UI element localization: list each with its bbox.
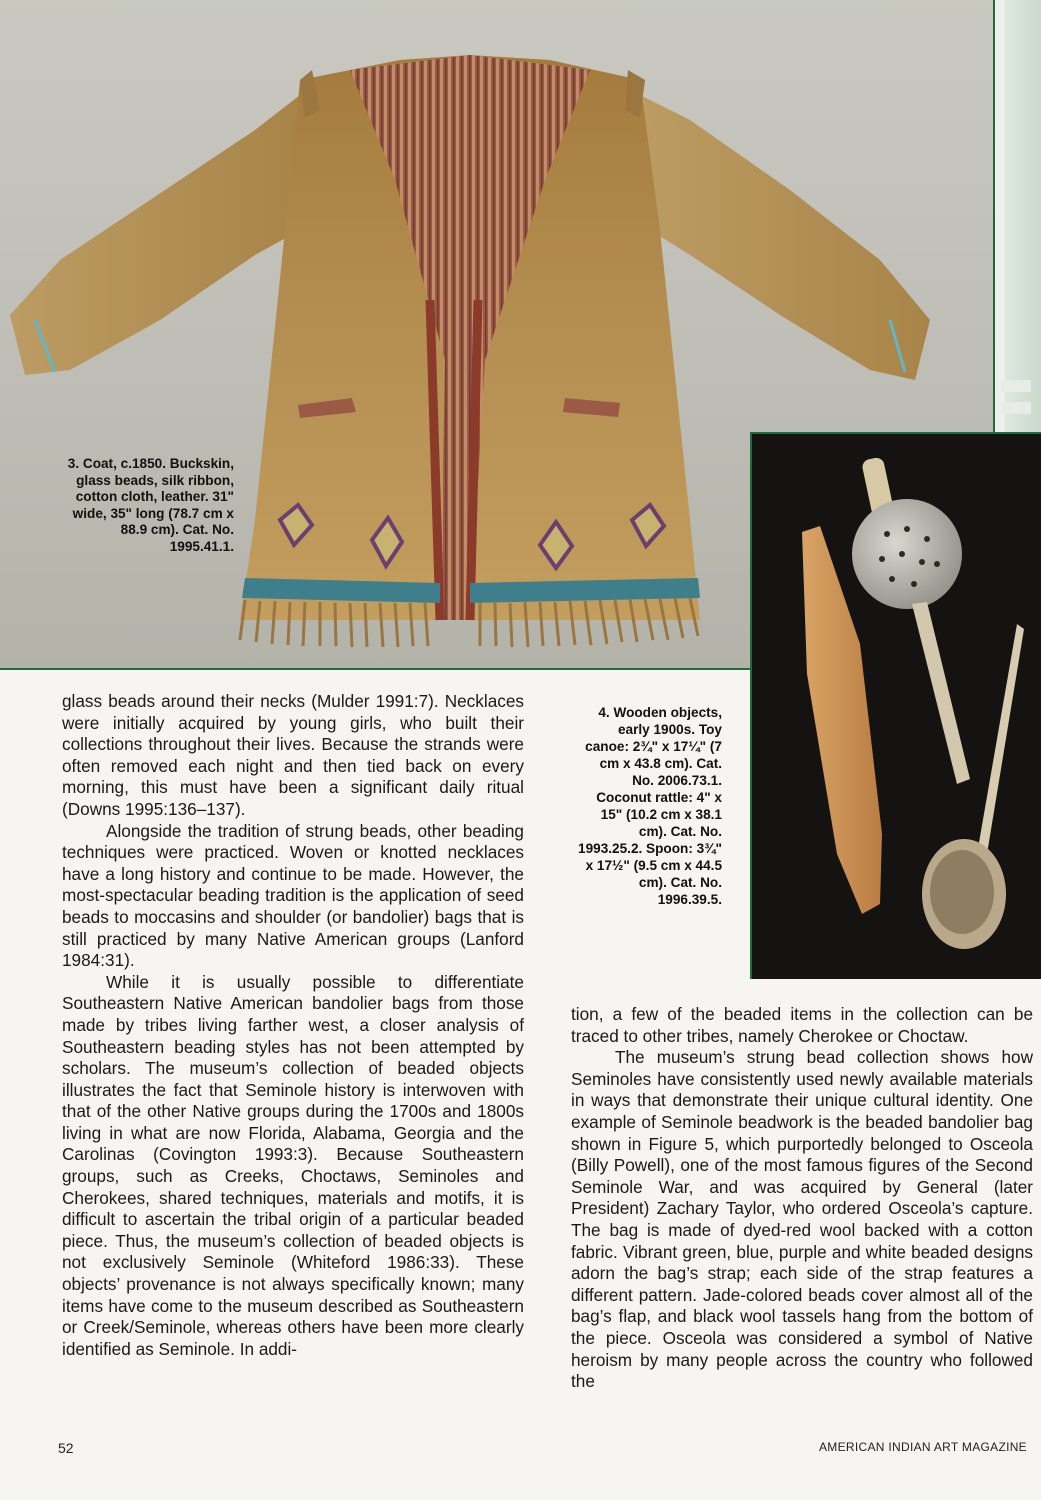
wooden-objects-caption: 4. Wooden objects, early 1900s. Toy canoe: 2¾" x 17¼" (7 cm x 43.8 cm). Cat. No. 2006.73.1. Coconut rattle: 4" x 15" (10.2 cm x 38.1 cm). Cat. No. 1993.25.2. Spoon: 3¾" x 17½" (9.5 cm x 44.5 cm). Cat. No. 1996.39.5.	[578, 705, 722, 907]
adjacent-page-tab	[1005, 0, 1041, 432]
wooden-objects-photo	[750, 432, 1041, 979]
body-column-left	[62, 691, 524, 1360]
page-number: 52	[58, 1440, 74, 1456]
body-column-right	[571, 1004, 1033, 1393]
spoon	[977, 624, 1024, 854]
adjacent-page-strip	[995, 0, 1041, 432]
body-paragraph: Alongside the tradition of strung beads, other beading techniques were practiced. Woven or knotted necklaces have a long history and continue to be made. However, the most-spectacular beading tradition is the application of seed beads to moccasins and shoulder (or bandolier) bags that is still practiced by many Native American groups (Lanford 1984:31).	[62, 820, 524, 971]
body-paragraph: glass beads around their necks (Mulder 1991:7). Necklaces were initially acquired by young girls, who built their collections throughout their lives. Because the strands were often removed each night and then tied back on every morning, this must have been a significant daily ritual (Downs 1995:136–137).	[62, 691, 524, 819]
adjacent-page-mark	[1001, 380, 1031, 392]
coat-caption: 3. Coat, c.1850. Buckskin, glass beads, silk ribbon, cotton cloth, leather. 31" wide, 35" long (78.7 cm x 88.9 cm). Cat. No. 1995.41.1.	[67, 456, 234, 554]
body-paragraph: While it is usually possible to differentiate Southeastern Native American bandolier bags from those made by tribes living farther west, a closer analysis of Southeastern beading styles has not been attempted by scholars. The museum’s collection of beaded objects illustrates the fact that Seminole history is interwoven with that of the other Native groups during the 1700s and 1800s living in what are now Florida, Alabama, Georgia and the Carolinas (Covington 1993:3). Because Southeastern groups, such as Creeks, Choctaws, Seminoles and Cherokees, shared techniques, materials and motifs, it is difficult to ascertain the tribal origin of a particular beaded piece. Thus, the museum’s collection of beaded objects is not exclusively Seminole (Whiteford 1986:33). These objects’ provenance is not always specifically known; many items have come to the museum described as Southeastern or Creek/Seminole, whereas others have been more clearly identified as Seminole. In addi-	[62, 971, 524, 1359]
body-paragraph: The museum’s strung bead collection shows how Seminoles have consistently used newly available materials in ways that demonstrate their unique cultural identity. One example of Seminole beadwork is the beaded bandolier bag shown in Figure 5, which purportedly belonged to Osceola (Billy Powell), one of the most famous figures of the Second Seminole War, and was acquired by General (later President) Zachary Taylor, who ordered Osceola’s capture. The bag is made of dyed-red wool backed with a cotton fabric. Vibrant green, blue, purple and white beaded designs adorn the bag’s strap; each side of the strap features a different pattern. Jade-colored beads cover almost all of the bag’s flap, and black wool tassels hang from the bottom of the piece. Osceola was considered a symbol of Native heroism by many people across the country who followed the	[571, 1047, 1033, 1392]
magazine-name: AMERICAN INDIAN ART MAGAZINE	[819, 1440, 1027, 1454]
body-paragraph: tion, a few of the beaded items in the collection can be traced to other tribes, namely Cherokee or Choctaw.	[571, 1004, 1033, 1046]
coconut-rattle	[852, 499, 962, 609]
adjacent-page-mark	[1001, 402, 1031, 414]
wooden-objects-illustration	[752, 434, 1041, 979]
